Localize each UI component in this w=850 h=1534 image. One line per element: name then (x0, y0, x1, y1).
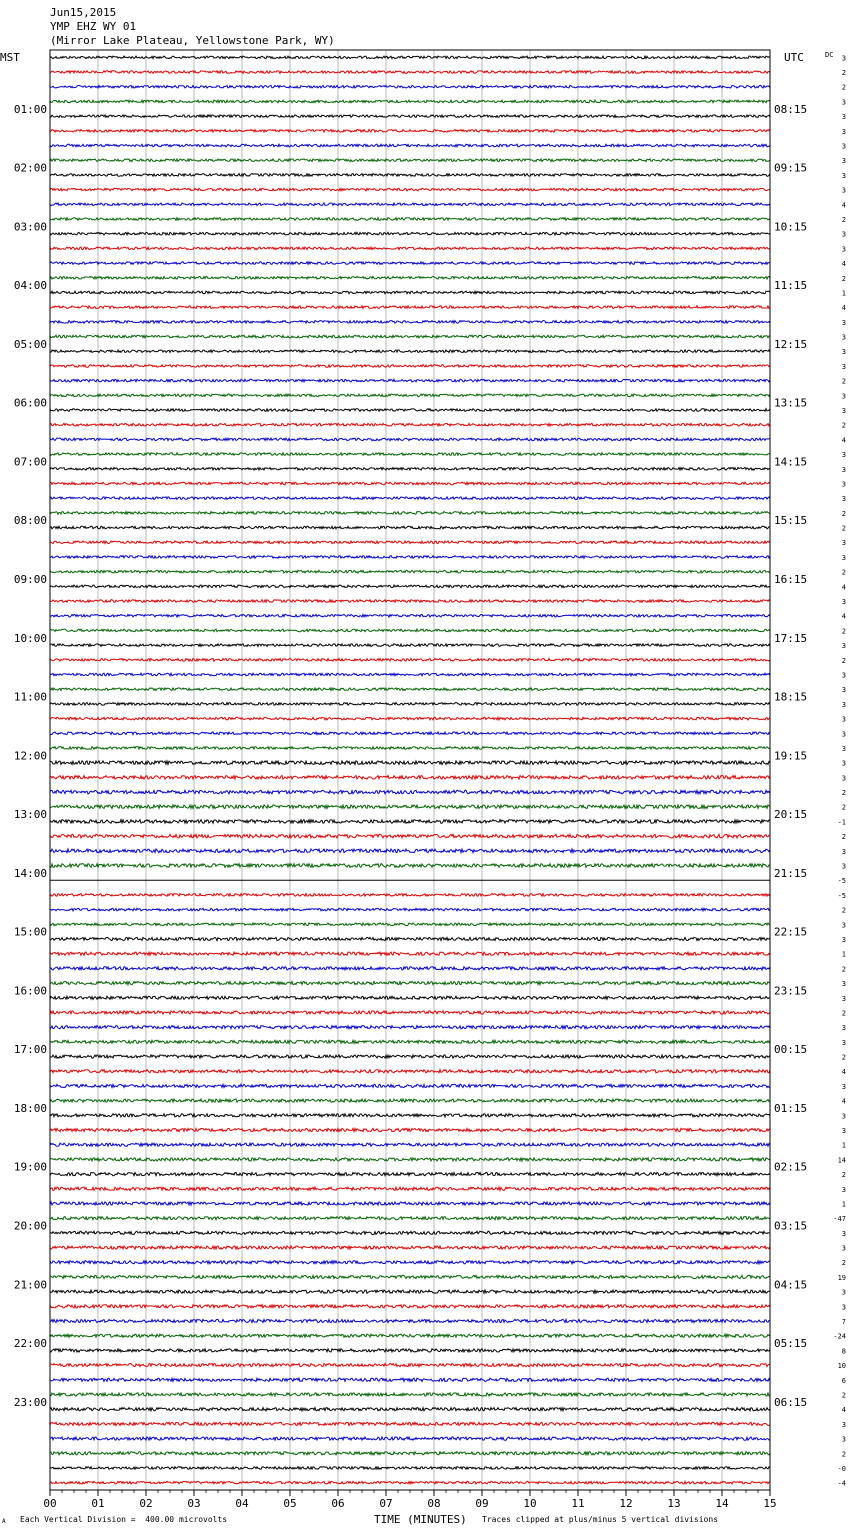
mst-label-08:00: 08:00 (13, 514, 47, 528)
trace-row-7 (50, 144, 770, 147)
trace-row-44 (50, 688, 770, 691)
x-tick-label-04: 04 (235, 1497, 249, 1510)
dc-offset-row-96: 2 (841, 1450, 846, 1459)
dc-offset-row-27: 4 (841, 436, 846, 445)
dc-offset-row-60: 3 (841, 921, 846, 930)
x-tick-label-00: 00 (43, 1497, 57, 1510)
mst-label-22:00: 22:00 (13, 1337, 47, 1351)
trace-row-47 (50, 732, 770, 735)
dc-offset-row-78: 3 (841, 1185, 846, 1194)
dc-offset-row-82: 3 (841, 1244, 846, 1253)
dc-offset-row-14: 3 (841, 245, 846, 254)
dc-offset-row-33: 2 (841, 524, 846, 533)
dc-offset-row-4: 3 (841, 98, 846, 107)
trace-row-98 (50, 1481, 770, 1484)
trace-row-17 (50, 291, 770, 294)
trace-row-55 (50, 849, 770, 853)
dc-offset-row-30: 3 (841, 480, 846, 489)
trace-row-37 (50, 585, 770, 588)
dc-offset-row-16: 2 (841, 274, 846, 283)
dc-offset-row-76: 14 (837, 1156, 846, 1165)
dc-offset-row-86: 3 (841, 1303, 846, 1312)
x-tick-label-13: 13 (667, 1497, 681, 1510)
trace-row-50 (50, 776, 770, 780)
trace-row-33 (50, 526, 770, 529)
mst-label-11:00: 11:00 (13, 690, 47, 704)
trace-row-6 (50, 130, 770, 133)
trace-row-21 (50, 350, 770, 353)
trace-row-36 (50, 570, 770, 573)
trace-row-5 (50, 115, 770, 118)
trace-row-31 (50, 497, 770, 500)
mst-label-21:00: 21:00 (13, 1278, 47, 1292)
dc-offset-row-75: 1 (841, 1141, 846, 1150)
dc-offset-row-67: 3 (841, 1024, 846, 1033)
dc-offset-row-49: 3 (841, 759, 846, 768)
dc-offset-row-52: 2 (841, 803, 846, 812)
dc-offset-row-71: 3 (841, 1082, 846, 1091)
trace-row-34 (50, 541, 770, 544)
trace-row-87 (50, 1319, 770, 1322)
trace-row-1 (50, 56, 770, 59)
dc-offset-row-91: 6 (841, 1376, 846, 1385)
trace-row-15 (50, 262, 770, 265)
trace-row-3 (50, 85, 770, 88)
utc-label-01:15: 01:15 (774, 1101, 808, 1115)
dc-offset-row-50: 3 (841, 774, 846, 783)
dc-offset-row-5: 3 (841, 113, 846, 122)
trace-row-82 (50, 1246, 770, 1249)
x-tick-label-03: 03 (187, 1497, 201, 1510)
dc-offset-row-65: 3 (841, 994, 846, 1003)
utc-label-03:15: 03:15 (774, 1219, 808, 1233)
dc-offset-row-55: 3 (841, 847, 846, 856)
trace-row-72 (50, 1099, 770, 1102)
mst-label-03:00: 03:00 (13, 220, 47, 234)
dc-offset-row-15: 4 (841, 260, 846, 269)
x-tick-label-11: 11 (571, 1497, 585, 1510)
dc-offset-row-35: 3 (841, 553, 846, 562)
dc-offset-row-18: 4 (841, 304, 846, 313)
dc-offset-row-54: 2 (841, 833, 846, 842)
mst-axis-label: MST (0, 51, 20, 64)
dc-offset-row-37: 4 (841, 583, 846, 592)
dc-offset-row-81: 3 (841, 1229, 846, 1238)
trace-row-79 (50, 1202, 770, 1205)
dc-offset-row-48: 3 (841, 744, 846, 753)
dc-offset-row-1: 3 (841, 54, 846, 63)
x-tick-label-15: 15 (763, 1497, 777, 1510)
trace-row-66 (50, 1011, 770, 1014)
dc-offset-row-72: 4 (841, 1097, 846, 1106)
mst-hour-labels (14, 103, 47, 1409)
clip-note: Traces clipped at plus/minus 5 vertical divisions (482, 1515, 719, 1524)
trace-row-48 (50, 747, 770, 750)
dc-offset-row-8: 3 (841, 157, 846, 166)
dc-offset-row-68: 3 (841, 1038, 846, 1047)
x-axis-title: TIME (MINUTES) (374, 1513, 467, 1526)
trace-row-38 (50, 600, 770, 603)
corner-mark: A (2, 1518, 6, 1525)
trace-row-65 (50, 996, 770, 999)
x-tick-label-05: 05 (283, 1497, 297, 1510)
trace-row-86 (50, 1305, 770, 1308)
dc-offset-row-79: 1 (841, 1200, 846, 1209)
dc-offset-row-93: 4 (841, 1406, 846, 1415)
trace-row-64 (50, 982, 770, 985)
dc-offset-row-43: 3 (841, 671, 846, 680)
dc-offset-row-7: 3 (841, 142, 846, 151)
dc-offset-row-59: 2 (841, 906, 846, 915)
mst-label-02:00: 02:00 (13, 161, 47, 175)
mst-label-19:00: 19:00 (13, 1160, 47, 1174)
mst-label-04:00: 04:00 (13, 279, 47, 293)
x-tick-label-12: 12 (619, 1497, 633, 1510)
dc-offset-row-62: 1 (841, 950, 846, 959)
trace-row-73 (50, 1114, 770, 1117)
x-tick-label-01: 01 (91, 1497, 105, 1510)
trace-row-67 (50, 1026, 770, 1029)
trace-row-49 (50, 761, 770, 765)
trace-row-59 (50, 908, 770, 911)
trace-row-75 (50, 1143, 770, 1146)
trace-row-24 (50, 394, 770, 397)
trace-row-25 (50, 409, 770, 412)
dc-offset-row-56: 3 (841, 862, 846, 871)
dc-offset-row-11: 4 (841, 201, 846, 210)
dc-offset-row-21: 3 (841, 348, 846, 357)
dc-offset-row-98: -4 (837, 1479, 846, 1488)
trace-row-22 (50, 365, 770, 368)
utc-label-00:15: 00:15 (774, 1043, 808, 1057)
trace-row-95 (50, 1437, 770, 1440)
dc-offset-row-25: 3 (841, 407, 846, 415)
dc-offset-row-64: 3 (841, 980, 846, 989)
utc-label-05:15: 05:15 (774, 1337, 808, 1351)
trace-row-96 (50, 1452, 770, 1455)
trace-row-20 (50, 335, 770, 338)
utc-label-18:15: 18:15 (774, 690, 808, 704)
dc-offset-row-53: -1 (837, 818, 846, 827)
dc-offset-row-34: 3 (841, 539, 846, 548)
dc-offset-row-38: 3 (841, 598, 846, 607)
trace-row-68 (50, 1040, 770, 1043)
dc-offset-row-74: 3 (841, 1127, 846, 1135)
scale-note: Each Vertical Division = 400.00 microvolts (20, 1515, 228, 1524)
trace-row-35 (50, 556, 770, 559)
trace-row-78 (50, 1187, 770, 1190)
dc-offset-row-63: 2 (841, 965, 846, 974)
trace-row-23 (50, 379, 770, 382)
trace-row-76 (50, 1158, 770, 1161)
trace-row-10 (50, 188, 770, 191)
dc-offset-row-85: 3 (841, 1288, 846, 1297)
trace-row-39 (50, 614, 770, 617)
mst-label-01:00: 01:00 (13, 102, 47, 116)
mst-label-18:00: 18:00 (13, 1101, 47, 1115)
dc-offset-row-69: 2 (841, 1053, 846, 1062)
x-tick-label-10: 10 (523, 1497, 537, 1510)
dc-offset-row-20: 3 (841, 333, 846, 342)
utc-label-04:15: 04:15 (774, 1278, 808, 1292)
dc-offset-row-17: 1 (841, 289, 846, 298)
dc-offset-row-77: 2 (841, 1171, 846, 1180)
dc-offset-row-41: 3 (841, 642, 846, 651)
trace-row-2 (50, 71, 770, 74)
trace-row-70 (50, 1070, 770, 1073)
dc-offset-row-13: 3 (841, 230, 846, 239)
utc-label-06:15: 06:15 (774, 1395, 808, 1409)
utc-label-15:15: 15:15 (774, 514, 808, 528)
utc-label-08:15: 08:15 (774, 102, 808, 116)
trace-row-74 (50, 1128, 770, 1131)
trace-row-83 (50, 1261, 770, 1264)
dc-offset-row-73: 3 (841, 1112, 846, 1121)
trace-row-12 (50, 218, 770, 221)
dc-offset-row-6: 3 (841, 127, 846, 136)
mst-label-09:00: 09:00 (13, 572, 47, 586)
dc-offset-row-31: 3 (841, 495, 846, 504)
dc-offset-row-22: 3 (841, 362, 846, 371)
trace-row-71 (50, 1084, 770, 1087)
dc-offset-row-46: 3 (841, 715, 846, 724)
trace-row-8 (50, 159, 770, 162)
trace-row-63 (50, 967, 770, 970)
mst-label-20:00: 20:00 (13, 1219, 47, 1233)
utc-label-19:15: 19:15 (774, 749, 808, 763)
trace-row-62 (50, 952, 770, 955)
mst-label-17:00: 17:00 (13, 1043, 47, 1057)
dc-offset-row-61: 3 (841, 935, 846, 944)
trace-row-97 (50, 1467, 770, 1470)
chart-date: Jun15,2015 (50, 6, 117, 19)
trace-row-85 (50, 1290, 770, 1293)
utc-label-12:15: 12:15 (774, 337, 808, 351)
trace-row-77 (50, 1173, 770, 1176)
x-tick-label-08: 08 (427, 1497, 441, 1510)
mst-label-23:00: 23:00 (13, 1395, 47, 1409)
trace-row-45 (50, 703, 770, 706)
trace-row-84 (50, 1275, 770, 1278)
x-tick-label-07: 07 (379, 1497, 393, 1510)
trace-row-52 (50, 805, 770, 809)
dc-offset-row-80: -47 (833, 1215, 846, 1224)
dc-offset-row-95: 3 (841, 1435, 846, 1444)
dc-offset-row-83: 2 (841, 1259, 846, 1268)
x-tick-label-02: 02 (139, 1497, 153, 1510)
mst-label-07:00: 07:00 (13, 455, 47, 469)
utc-label-09:15: 09:15 (774, 161, 808, 175)
dc-offset-row-92: 2 (841, 1391, 846, 1400)
trace-row-18 (50, 306, 770, 309)
dc-offset-row-10: 3 (841, 186, 846, 195)
dc-offset-row-70: 4 (841, 1068, 846, 1077)
trace-row-30 (50, 482, 770, 485)
dc-offset-row-88: -24 (833, 1332, 846, 1341)
dc-offset-row-29: 3 (841, 465, 846, 474)
mst-label-15:00: 15:00 (13, 925, 47, 939)
trace-row-93 (50, 1408, 770, 1411)
dc-offset-row-47: 3 (841, 730, 846, 739)
trace-row-40 (50, 629, 770, 632)
trace-row-27 (50, 438, 770, 441)
mst-label-10:00: 10:00 (13, 631, 47, 645)
utc-label-23:15: 23:15 (774, 984, 808, 998)
trace-row-81 (50, 1231, 770, 1234)
trace-row-32 (50, 512, 770, 515)
station-code: YMP EHZ WY 01 (50, 20, 137, 33)
trace-row-60 (50, 923, 770, 926)
utc-label-10:15: 10:15 (774, 220, 808, 234)
dc-offset-row-9: 3 (841, 171, 846, 180)
trace-row-14 (50, 247, 770, 250)
trace-row-91 (50, 1378, 770, 1381)
dc-offset-row-97: -0 (837, 1464, 846, 1473)
trace-row-28 (50, 453, 770, 456)
trace-row-54 (50, 834, 770, 838)
trace-row-4 (50, 100, 770, 103)
trace-row-56 (50, 864, 770, 868)
utc-label-17:15: 17:15 (774, 631, 808, 645)
dc-offset-row-2: 2 (841, 69, 846, 78)
trace-row-94 (50, 1422, 770, 1425)
dc-offset-row-45: 3 (841, 700, 846, 709)
time-axis (43, 1490, 776, 1510)
utc-label-02:15: 02:15 (774, 1160, 808, 1174)
mst-label-12:00: 12:00 (13, 749, 47, 763)
trace-row-51 (50, 790, 770, 794)
trace-group (50, 56, 770, 1484)
dc-offset-row-19: 3 (841, 318, 846, 327)
minute-grid (50, 50, 770, 1490)
trace-row-58 (50, 894, 770, 897)
dc-offset-row-32: 2 (841, 509, 846, 518)
dc-offset-row-40: 2 (841, 627, 846, 636)
utc-hour-labels (774, 103, 807, 1409)
dc-offset-row-51: 2 (841, 789, 846, 798)
trace-row-80 (50, 1217, 770, 1220)
plot-frame (50, 50, 770, 1490)
dc-offset-row-87: 7 (841, 1318, 846, 1327)
mst-label-14:00: 14:00 (13, 866, 47, 880)
dc-offset-row-66: 2 (841, 1009, 846, 1018)
dc-offset-row-90: 10 (837, 1362, 846, 1371)
utc-label-11:15: 11:15 (774, 279, 808, 293)
trace-row-88 (50, 1334, 770, 1337)
trace-row-92 (50, 1393, 770, 1396)
utc-label-22:15: 22:15 (774, 925, 808, 939)
mst-label-16:00: 16:00 (13, 984, 47, 998)
trace-row-19 (50, 321, 770, 324)
x-tick-label-14: 14 (715, 1497, 729, 1510)
trace-row-89 (50, 1349, 770, 1352)
dc-offset-row-12: 2 (841, 215, 846, 224)
trace-row-26 (50, 423, 770, 426)
dc-offset-row-26: 2 (841, 421, 846, 430)
utc-label-20:15: 20:15 (774, 808, 808, 822)
dc-offset-labels (833, 54, 846, 1487)
trace-row-9 (50, 174, 770, 177)
dc-offset-row-23: 2 (841, 377, 846, 386)
station-location: (Mirror Lake Plateau, Yellowstone Park, WY) (50, 34, 335, 47)
dc-offset-row-58: -5 (837, 891, 846, 900)
x-tick-label-09: 09 (475, 1497, 489, 1510)
dc-offset-row-89: 8 (841, 1347, 846, 1356)
dc-axis-label: DC (825, 51, 834, 59)
dc-offset-row-44: 3 (841, 686, 846, 695)
mst-label-06:00: 06:00 (13, 396, 47, 410)
trace-row-53 (50, 820, 770, 824)
x-tick-label-06: 06 (331, 1497, 345, 1510)
dc-offset-row-39: 4 (841, 612, 846, 621)
trace-row-46 (50, 717, 770, 720)
dc-offset-row-28: 3 (841, 451, 846, 460)
utc-label-21:15: 21:15 (774, 866, 808, 880)
trace-row-69 (50, 1055, 770, 1058)
trace-row-16 (50, 277, 770, 280)
trace-row-61 (50, 937, 770, 940)
dc-offset-row-3: 2 (841, 83, 846, 92)
trace-row-90 (50, 1364, 770, 1367)
trace-row-43 (50, 673, 770, 676)
utc-axis-label: UTC (784, 51, 804, 64)
trace-row-42 (50, 659, 770, 662)
dc-offset-row-24: 3 (841, 392, 846, 401)
dc-offset-row-36: 2 (841, 568, 846, 577)
trace-row-11 (50, 203, 770, 206)
trace-row-13 (50, 232, 770, 235)
dc-offset-row-94: 3 (841, 1420, 846, 1429)
utc-label-16:15: 16:15 (774, 572, 808, 586)
trace-row-41 (50, 644, 770, 647)
mst-label-13:00: 13:00 (13, 808, 47, 822)
dc-offset-row-84: 19 (837, 1273, 846, 1282)
mst-label-05:00: 05:00 (13, 337, 47, 351)
utc-label-14:15: 14:15 (774, 455, 808, 469)
utc-label-13:15: 13:15 (774, 396, 808, 410)
trace-row-29 (50, 468, 770, 471)
dc-offset-row-57: -5 (837, 877, 846, 886)
dc-offset-row-42: 2 (841, 656, 846, 665)
